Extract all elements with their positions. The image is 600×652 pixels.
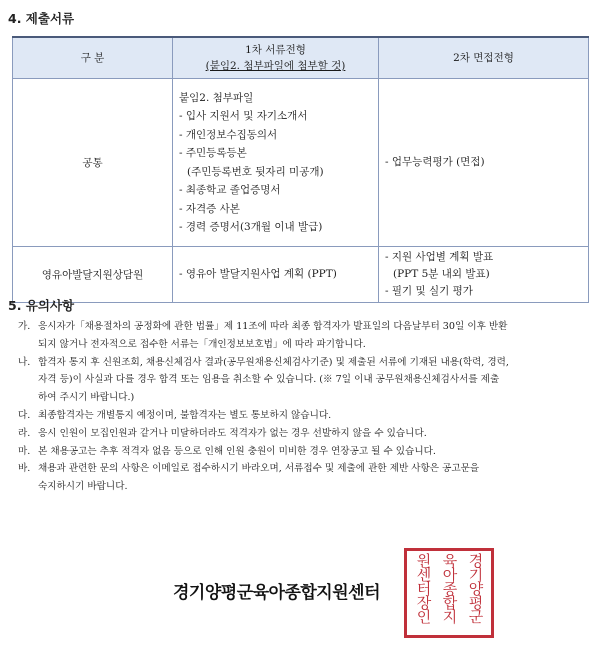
interview-cell <box>379 79 589 247</box>
interview-item: - 필기 및 실기 평가 <box>385 285 473 297</box>
section-4-title: 4. 제출서류 <box>8 11 75 26</box>
list-item <box>18 407 588 425</box>
doc-item: - 개인정보수집동의서 <box>179 128 278 141</box>
note-line: 본 채용공고는 추후 적격자 없음 등으로 인해 인원 충원이 미비한 경우 연장공고 될 수 있습니다. <box>38 445 436 457</box>
doc-item: 붙임2. 첨부파일 <box>179 91 254 104</box>
note-marker: 다. <box>18 409 31 421</box>
list-item <box>18 354 588 407</box>
header-second-round: 2차 면접전형 <box>379 37 589 79</box>
note-line: 최종합격자는 개별통지 예정이며, 불합격자는 별도 통보하지 않습니다. <box>38 409 332 421</box>
notes-list <box>18 318 588 496</box>
submission-documents-table <box>12 36 589 303</box>
note-marker: 마. <box>18 445 31 457</box>
doc-item: - 경력 증명서(3개월 이내 발급) <box>179 221 323 233</box>
first-round-docs-cell <box>173 79 379 247</box>
header-first-round-note: (붙임2. 첨부파일에 첨부할 것) <box>205 60 346 72</box>
list-item <box>18 460 588 496</box>
seal-column: 경기양평군 <box>466 553 485 623</box>
doc-item: (주민등록번호 뒷자리 미공개) <box>187 165 324 178</box>
doc-item: - 영유아 발달지원사업 계획 (PPT) <box>179 268 337 281</box>
note-line: 합격자 통지 후 신원조회, 채용신체검사 결과(공무원채용신체검사기준) 및 제출된 서류에 기재된 내용(학력, 경력, <box>38 356 509 368</box>
note-line: 응시자가「채용절차의 공정화에 관한 법률」제 11조에 따라 최종 합격자가 발표일의 다음날부터 30일 이후 반환 <box>38 321 508 332</box>
note-line: 응시 인원이 모집인원과 같거나 미달하더라도 적격자가 없는 경우 선발하지 않을 수 있습니다. <box>38 427 427 439</box>
doc-item: - 최종학교 졸업증명서 <box>179 184 281 196</box>
header-first-round-title: 1차 서류전형 <box>245 44 306 56</box>
organization-name: 경기양평군육아종합지원센터 <box>173 583 380 603</box>
note-marker: 나. <box>18 356 31 368</box>
doc-item: - 입사 지원서 및 자기소개서 <box>179 110 308 122</box>
interview-cell <box>379 247 589 303</box>
doc-item: - 자격증 사본 <box>179 202 240 215</box>
interview-item: (PPT 5분 내외 발표) <box>393 268 490 280</box>
note-line: 자격 등)이 사실과 다를 경우 합격 또는 임용을 취소할 수 있습니다. (※ 7일 이내 공무원채용신체검사서를 제출 <box>38 374 500 386</box>
row-label: 공통 <box>13 79 173 247</box>
note-marker: 라. <box>18 427 31 439</box>
list-item <box>18 443 588 461</box>
note-line: 되지 않거나 전자적으로 접수한 서류는「개인정보보호법」에 따라 파기합니다. <box>38 338 366 350</box>
interview-item: - 업무능력평가 (면접) <box>385 156 485 169</box>
table-header-row <box>13 37 589 79</box>
row-label: 영유아발달지원상담원 <box>13 247 173 303</box>
note-marker: 가. <box>18 321 31 332</box>
note-line: 채용과 관련한 문의 사항은 이메일로 접수하시기 바라오며, 서류접수 및 제출에 관한 제반 사항은 공고문을 <box>38 463 480 475</box>
note-line: 숙지하시기 바랍니다. <box>38 481 128 493</box>
note-marker: 바. <box>18 463 31 475</box>
section-5-title: 5. 유의사항 <box>8 298 75 313</box>
official-seal <box>404 548 494 638</box>
note-line: 하여 주시기 바랍니다.) <box>38 392 135 404</box>
header-first-round <box>173 37 379 79</box>
interview-item: - 지원 사업별 계획 발표 <box>385 251 494 263</box>
table-row <box>13 79 589 247</box>
seal-column: 육아종합지 <box>440 553 459 623</box>
list-item <box>18 425 588 443</box>
table-row <box>13 247 589 303</box>
doc-item: - 주민등록등본 <box>179 147 247 159</box>
first-round-docs-cell <box>173 247 379 303</box>
header-category: 구 분 <box>13 37 173 79</box>
list-item <box>18 318 588 354</box>
seal-column: 원센터장인 <box>414 553 433 623</box>
